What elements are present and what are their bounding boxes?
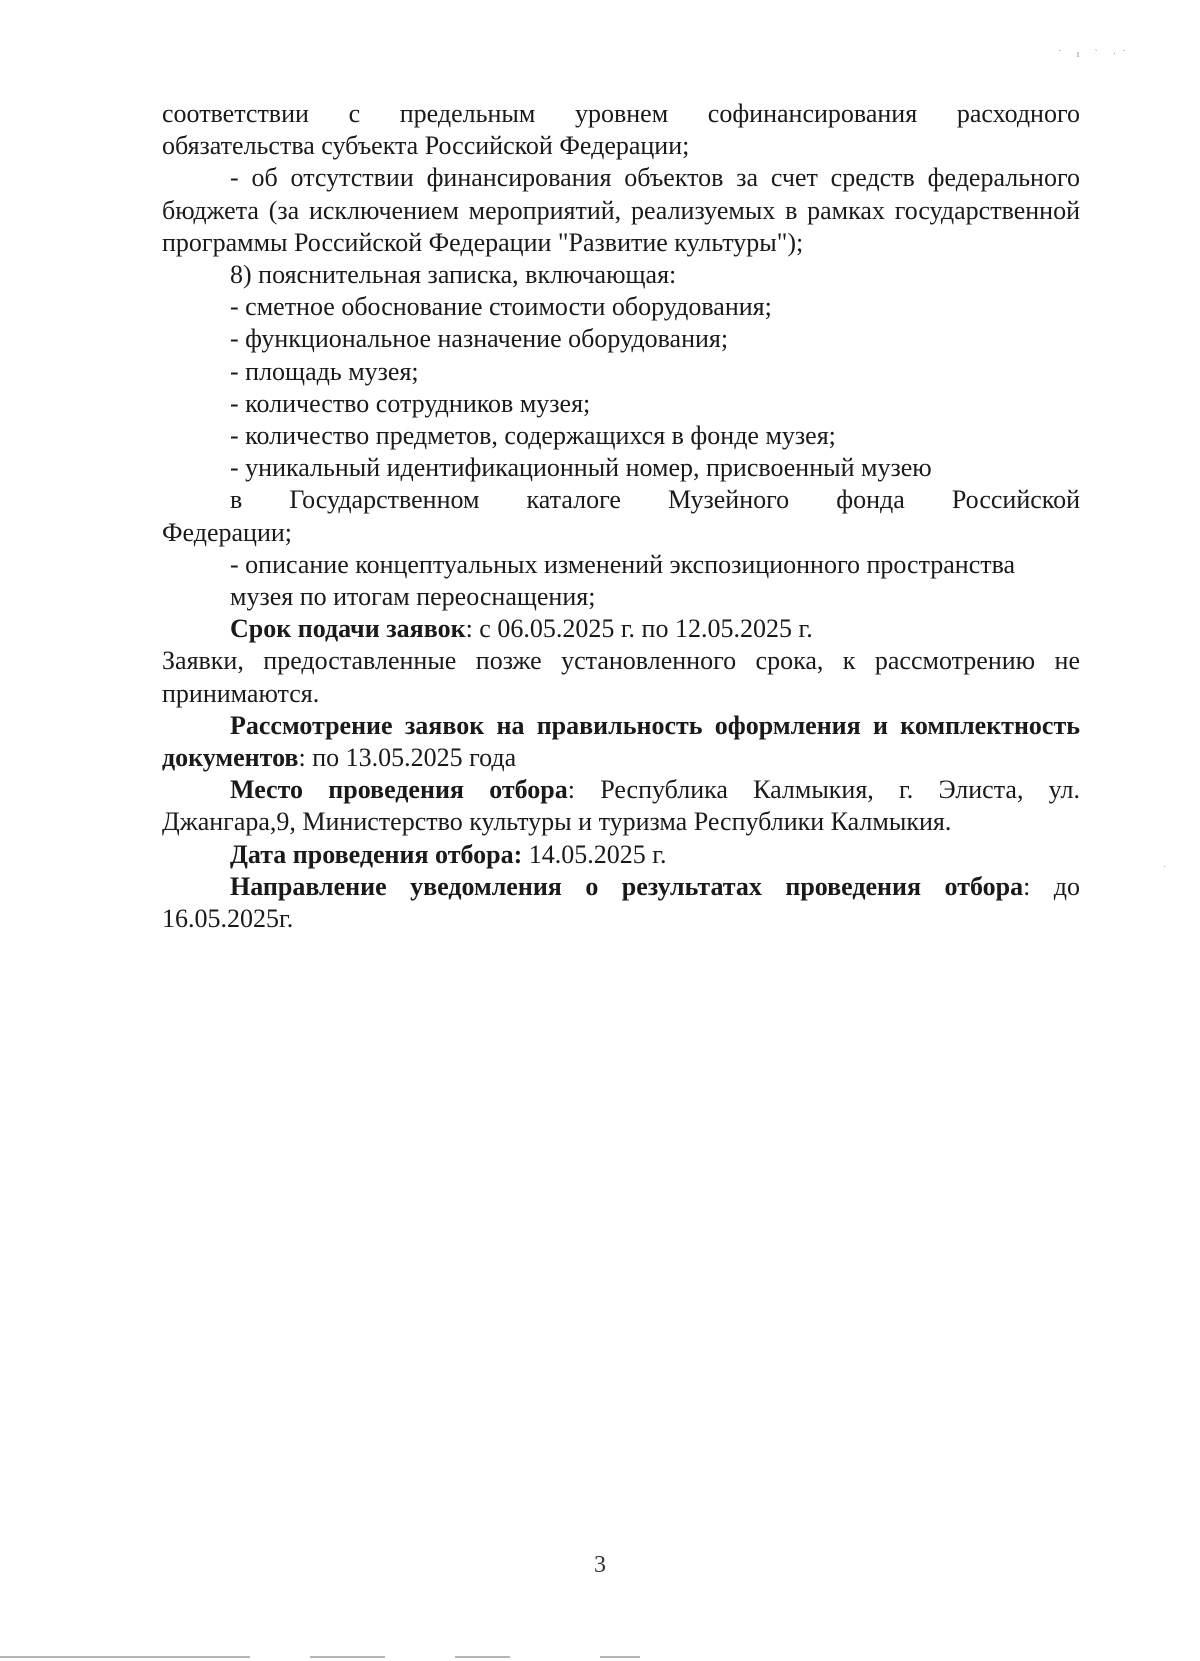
list-item-continuation: Федерации; [162, 517, 293, 547]
selection-date-line [162, 839, 1080, 871]
list-item-no-federal-funding: - об отсутствии финансирования объектов за счет средств федерального бюджета (за исключением мероприятий, реализуемых в рамках государственной программы Российской Федерации "Развитие культуры"); [162, 163, 1080, 257]
scan-artifact: · [1163, 862, 1167, 873]
list-item: - площадь музея; [230, 356, 419, 386]
selection-date-value: 14.05.2025 г. [522, 839, 667, 869]
venue-line [162, 774, 1080, 838]
deadline-value: : с 06.05.2025 г. по 12.05.2025 г. [465, 614, 813, 644]
list-item-continuation: музея по итогам переоснащения; [230, 582, 596, 612]
paragraph-line: соответствии с предельным уровнем софинансирования расходного [162, 99, 1080, 128]
list-item-continuation: в Государственном каталоге Музейного фонда Российской [230, 485, 1080, 515]
list-item: - описание концептуальных изменений экспозиционного пространства [230, 549, 1016, 579]
selection-date-label: Дата проведения отбора: [230, 839, 523, 869]
list-item: - сметное обоснование стоимости оборудования; [230, 292, 772, 322]
notification-line [162, 871, 1080, 935]
late-applications-note: Заявки, предоставленные позже установленного срока, к рассмотрению не принимаются. [162, 646, 1080, 708]
review-label: Рассмотрение заявок на правильность оформления и комплектность документов [162, 710, 1080, 773]
list-item: - количество предметов, содержащихся в фонде музея; [230, 421, 836, 451]
list-item-explanatory-note: 8) пояснительная записка, включающая: [230, 260, 677, 290]
deadline-label: Срок подачи заявок [230, 614, 466, 644]
venue-value: : Республика Калмыкия, г. Элиста, ул. Джангара,9, Министерство культуры и туризма Республики Калмыкия. [162, 775, 1080, 837]
list-item: - уникальный идентификационный номер, присвоенный музею [230, 453, 932, 483]
scan-edge-lines [0, 1656, 1200, 1659]
review-line [162, 710, 1080, 774]
list-item: - функциональное назначение оборудования; [230, 324, 729, 354]
page-number: 3 [594, 1552, 606, 1578]
notification-label: Направление уведомления о результатах проведения отбора [230, 871, 1024, 901]
paragraph-line: обязательства субъекта Российской Федерации; [162, 131, 690, 161]
notification-value: : до 16.05.2025г. [162, 871, 1081, 934]
document-body [162, 98, 1080, 935]
deadline-line [162, 613, 1080, 645]
review-value: : по 13.05.2025 года [298, 743, 517, 773]
venue-label: Место проведения отбора [230, 775, 568, 805]
list-item: - количество сотрудников музея; [230, 388, 591, 418]
scan-artifact: ˙ ı ˋ ·˙ [1058, 48, 1132, 60]
